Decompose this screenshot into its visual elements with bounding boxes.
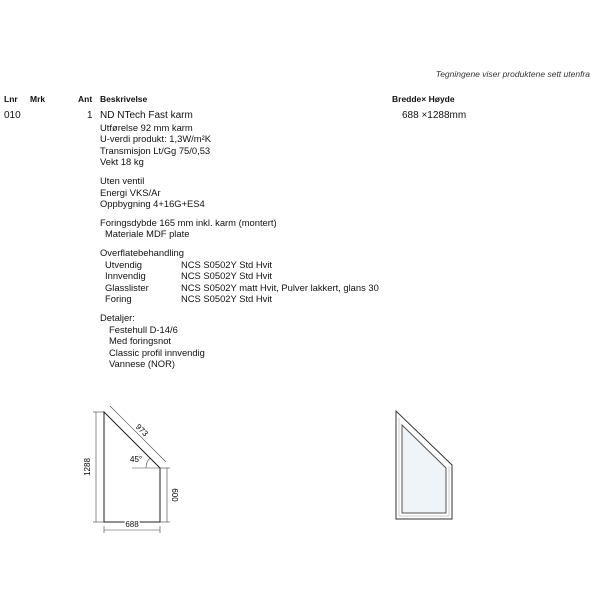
- glass-line: Uten ventil: [100, 174, 145, 186]
- surface-label: Foring: [105, 293, 132, 305]
- surface-row: [100, 293, 379, 305]
- column-header-beskrivelse: Beskrivelse: [100, 94, 148, 104]
- surface-title: Overflatebehandling: [100, 246, 184, 258]
- spec-line: U-verdi produkt: 1,3W/m²K: [100, 133, 211, 145]
- surface-label: Glasslister: [105, 281, 149, 293]
- surface-value: NCS S0502Y Std Hvit: [181, 258, 273, 270]
- detail-line: Festehull D-14/6: [109, 323, 178, 335]
- height-dimension-label: 1288: [83, 458, 92, 476]
- spec-line: Transmisjon Lt/Gg 75/0,53: [100, 144, 211, 156]
- slope-dimension-label: 973: [133, 422, 150, 439]
- surface-row: [100, 270, 379, 282]
- surface-value: NCS S0502Y matt Hvit, Pulver lakkert, glans 30: [181, 281, 379, 293]
- detail-line: Vannese (NOR): [109, 358, 175, 370]
- spec-line: Vekt 18 kg: [100, 156, 144, 168]
- details-title: Detaljer:: [100, 311, 135, 323]
- item-description: [100, 110, 379, 370]
- right-height-dimension-label: 600: [170, 488, 179, 502]
- surface-value: NCS S0502Y Std Hvit: [181, 270, 273, 282]
- dimension-drawing: [70, 400, 190, 540]
- foring-depth: Foringsdybde 165 mm inkl. karm (montert): [100, 216, 277, 228]
- drawing-view-note: Tegningene viser produktene sett utenfra: [435, 69, 590, 79]
- surface-row: [100, 282, 379, 294]
- detail-line: Med foringsnot: [109, 335, 172, 347]
- surface-label: Utvendig: [105, 258, 143, 270]
- window-outline: [104, 412, 160, 522]
- angle-arc: [146, 458, 150, 468]
- spec-line: Utførelse 92 mm karm: [100, 121, 193, 133]
- angle-label: 45°: [130, 455, 143, 464]
- item-title: ND NTech Fast karm: [100, 110, 193, 121]
- slope-dimension-line: [110, 406, 166, 462]
- glass-line: Oppbygning 4+16G+ES4: [100, 198, 205, 210]
- material: Materiale MDF plate: [105, 228, 190, 240]
- column-header-lnr: Lnr: [4, 94, 18, 104]
- surface-row: [100, 259, 379, 271]
- width-dimension-label: 688: [125, 520, 139, 529]
- frame-drawing: [390, 405, 460, 525]
- surface-value: NCS S0502Y Std Hvit: [181, 293, 273, 305]
- detail-line: Classic profil innvendig: [109, 346, 205, 358]
- item-dimensions: 688 ×1288mm: [402, 110, 467, 121]
- column-header-dimensions: Bredde× Høyde: [392, 94, 455, 104]
- glass-line: Energi VKS/Ar: [100, 186, 161, 198]
- column-header-mrk: Mrk: [30, 94, 46, 104]
- surface-label: Innvendig: [105, 270, 146, 282]
- column-header-ant: Ant: [78, 94, 93, 104]
- item-line-number: 010: [4, 110, 21, 121]
- item-quantity: 1: [87, 110, 93, 121]
